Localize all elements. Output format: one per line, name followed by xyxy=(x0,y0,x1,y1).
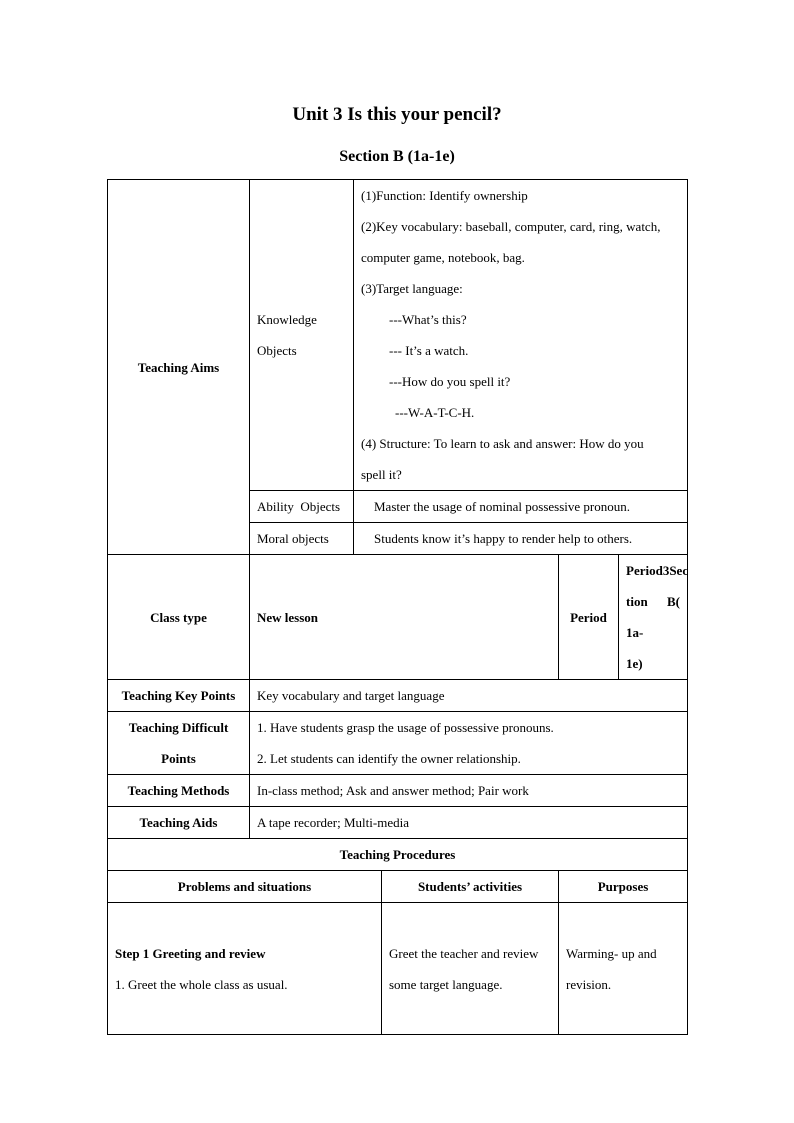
period-value xyxy=(619,555,688,680)
ability-objects-label: Ability Objects xyxy=(250,491,354,523)
procedures-title-row xyxy=(108,839,688,871)
teaching-aims-label: Teaching Aims xyxy=(108,180,250,555)
knowledge-line: computer game, notebook, bag. xyxy=(361,250,525,265)
knowledge-line: spell it? xyxy=(361,467,402,482)
class-type-value: New lesson xyxy=(250,555,559,680)
difficult-points-row xyxy=(108,712,688,775)
key-points-value: Key vocabulary and target language xyxy=(250,680,688,712)
step1-purpose-line: Warming- up and xyxy=(566,945,657,961)
knowledge-label-line-1: Knowledge xyxy=(257,312,317,327)
col-header-activities: Students’ activities xyxy=(382,871,559,903)
aids-row xyxy=(108,807,688,839)
col-header-problems: Problems and situations xyxy=(108,871,382,903)
class-type-label: Class type xyxy=(108,555,250,680)
page-title: Unit 3 Is this your pencil? xyxy=(292,104,502,125)
col-header-purposes: Purposes xyxy=(559,871,688,903)
difficult-points-value xyxy=(250,712,688,775)
difficult-label-line-2: Points xyxy=(161,751,196,766)
step1-title: Step 1 Greeting and review xyxy=(115,945,266,961)
knowledge-line: (4) Structure: To learn to ask and answer: How do you xyxy=(361,436,644,451)
methods-value: In-class method; Ask and answer method; Pair work xyxy=(250,775,688,807)
step1-activity-line: Greet the teacher and review xyxy=(389,945,539,961)
difficult-points-label xyxy=(108,712,250,775)
procedures-header-row xyxy=(108,871,688,903)
step1-problems-cell xyxy=(108,903,382,1035)
aims-knowledge-row xyxy=(108,180,688,491)
moral-objects-content: Students know it’s happy to render help to others. xyxy=(354,523,688,555)
difficult-line: 2. Let students can identify the owner relationship. xyxy=(257,751,521,766)
knowledge-line: ---What’s this? xyxy=(389,312,467,327)
procedures-title: Teaching Procedures xyxy=(108,839,688,871)
period-line: tion B( 1a- xyxy=(626,594,681,640)
knowledge-line: --- It’s a watch. xyxy=(389,343,469,358)
key-points-label: Teaching Key Points xyxy=(108,680,250,712)
class-type-row xyxy=(108,555,688,680)
knowledge-line: (1)Function: Identify ownership xyxy=(361,188,528,203)
knowledge-objects-content xyxy=(354,180,688,491)
step1-text: 1. Greet the whole class as usual. xyxy=(115,976,288,992)
methods-label: Teaching Methods xyxy=(108,775,250,807)
aids-value: A tape recorder; Multi-media xyxy=(250,807,688,839)
knowledge-label-line-2: Objects xyxy=(257,343,297,358)
knowledge-line: (3)Target language: xyxy=(361,281,463,296)
step1-activity-line: some target language. xyxy=(389,976,503,992)
step1-purposes-cell xyxy=(559,903,688,1035)
moral-objects-label: Moral objects xyxy=(250,523,354,555)
knowledge-line: ---W-A-T-C-H. xyxy=(395,405,475,420)
key-points-row xyxy=(108,680,688,712)
step1-purpose-line: revision. xyxy=(566,976,612,992)
difficult-line: 1. Have students grasp the usage of possessive pronouns. xyxy=(257,720,554,735)
knowledge-line: (2)Key vocabulary: baseball, computer, card, ring, watch, xyxy=(361,219,661,234)
aids-label: Teaching Aids xyxy=(108,807,250,839)
knowledge-line: ---How do you spell it? xyxy=(389,374,511,389)
step1-activities-cell xyxy=(382,903,559,1035)
ability-objects-content: Master the usage of nominal possessive pronoun. xyxy=(354,491,688,523)
page-subtitle: Section B (1a-1e) xyxy=(339,148,455,165)
knowledge-objects-label xyxy=(250,180,354,491)
methods-row xyxy=(108,775,688,807)
lesson-plan-table xyxy=(107,179,688,1035)
difficult-label-line-1: Teaching Difficult xyxy=(128,720,229,735)
step1-row xyxy=(108,903,688,1035)
period-label: Period xyxy=(559,555,619,680)
period-line: 1e) xyxy=(626,656,643,671)
period-line: Period3Sec xyxy=(626,563,689,578)
